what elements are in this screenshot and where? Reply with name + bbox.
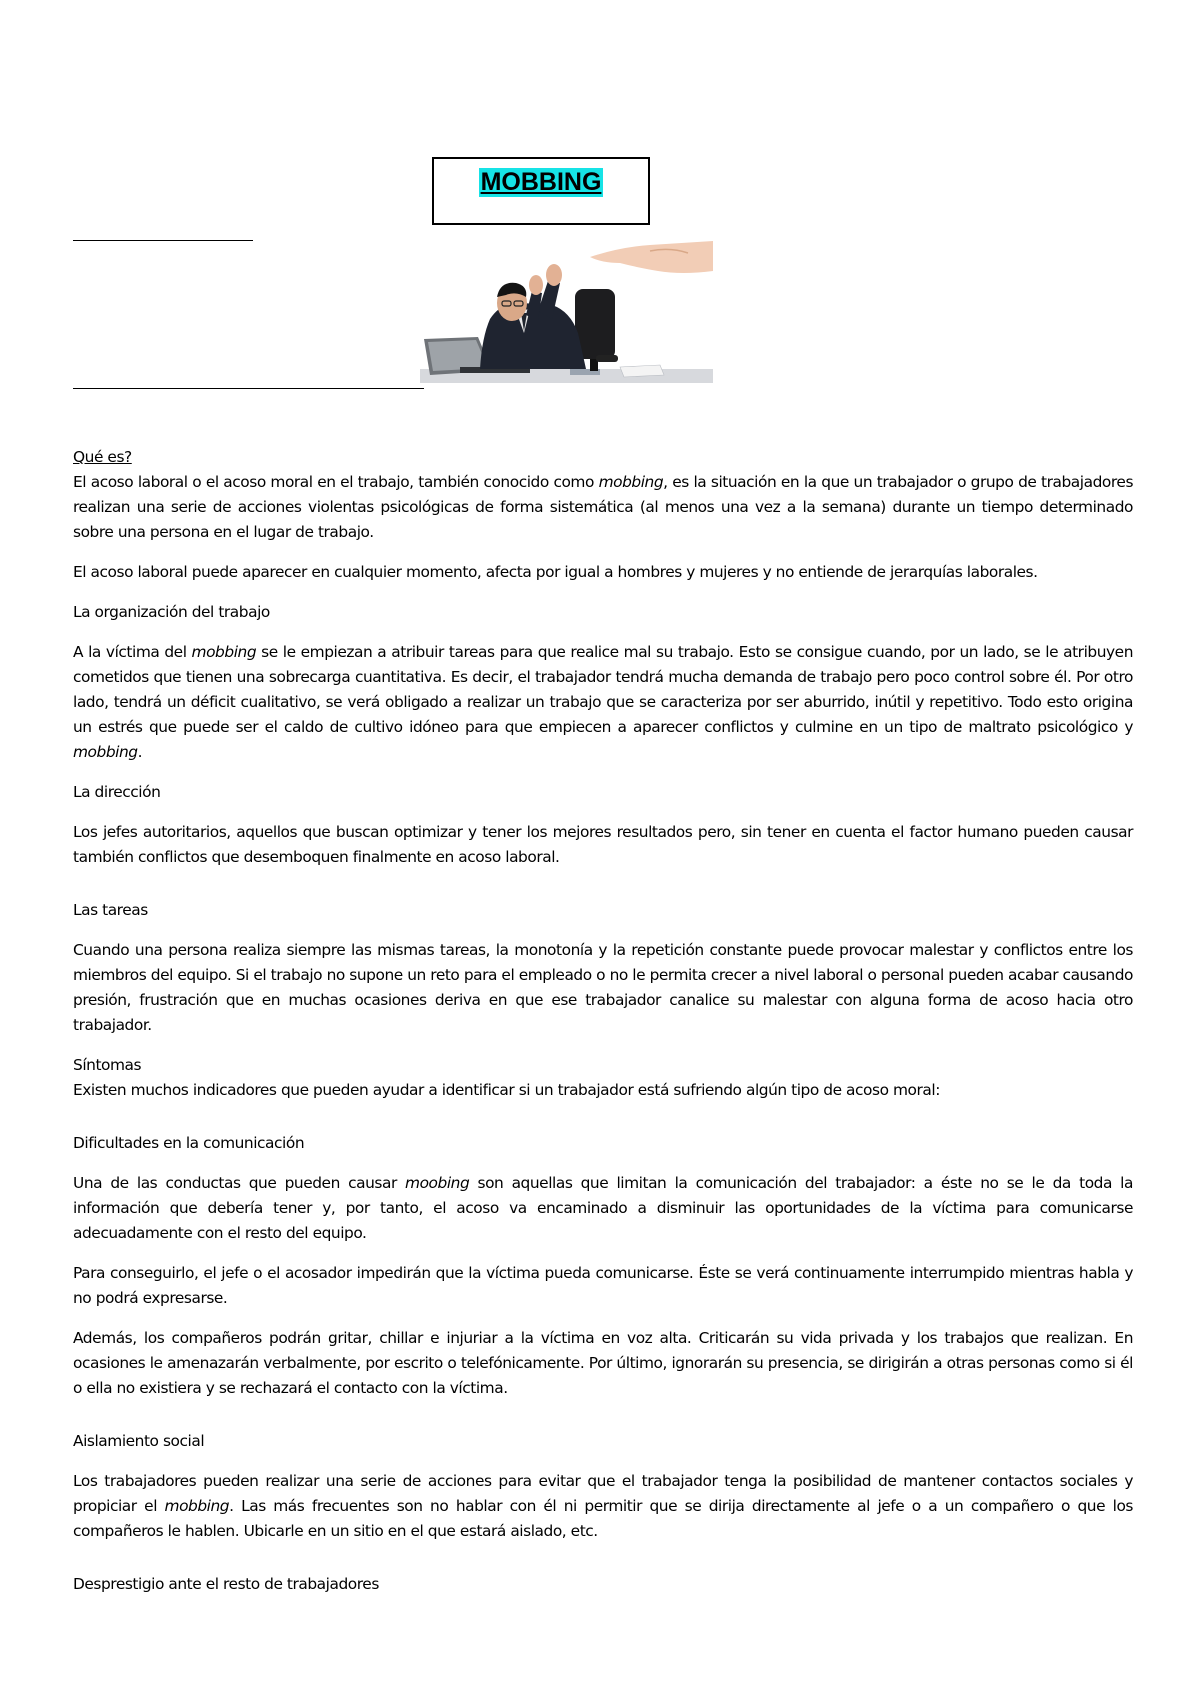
section-heading: La dirección [73, 783, 161, 801]
paragraph: Los trabajadores pueden realizar una serie de acciones para evitar que el trabajador tenga la posibilidad de mantener contactos sociales y propiciar el mobbing. Las más frecuentes son no hablar con él ni permitir que se dirija directamente al jefe o a un compañero o que los compañeros le hablen. Ubicarle en un sitio en el que estará aislado, etc. [73, 1472, 1133, 1540]
document-body [73, 445, 1133, 1597]
paragraph: Además, los compañeros podrán gritar, chillar e injuriar a la víctima en voz alta. Criticarán su vida privada y los trabajos que realizan. En ocasiones le amenazarán verbalmente, por escrito o telefónicamente. Por último, ignorarán su presencia, se dirigirán a otras personas como si él o ella no existiera y se rechazará el contacto con la víctima. [73, 1329, 1133, 1397]
horizontal-rule [73, 240, 253, 241]
paragraph: Cuando una persona realiza siempre las mismas tareas, la monotonía y la repetición constante puede provocar malestar y conflictos entre los miembros del equipo. Si el trabajo no supone un reto para el empleado o no le permita crecer a nivel laboral o personal pueden acabar causando presión, frustración que en muchas ocasiones deriva en que ese trabajador canalice su malestar con alguna forma de acoso hacia otro trabajador. [73, 941, 1133, 1034]
section-heading: La organización del trabajo [73, 603, 270, 621]
paragraph: Una de las conductas que pueden causar moobing son aquellas que limitan la comunicación del trabajador: a éste no se le da toda la información que debería tener y, por tanto, el acoso va encaminado a disminuir las oportunidades de la víctima para comunicarse adecuadamente con el resto del equipo. [73, 1174, 1133, 1242]
document-title: MOBBING [480, 168, 602, 196]
title-box [432, 157, 650, 225]
paragraph: A la víctima del mobbing se le empiezan a atribuir tareas para que realice mal su trabajo. Esto se consigue cuando, por un lado, se le atribuyen cometidos que tienen una sobrecarga cuantitativa. Es decir, el trabajador tendrá mucha demanda de trabajo pero poco control sobre él. Por otro lado, tendrá un déficit cualitativo, se verá obligado a realizar un trabajo que se caracteriza por ser aburrido, inútil y repetitivo. Todo esto origina un estrés que puede ser el caldo de cultivo idóneo para que empiecen a aparecer conflictos y culmine en un tipo de maltrato psicológico y mobbing. [73, 643, 1133, 761]
section-heading: Aislamiento social [73, 1432, 205, 1450]
section-heading: Qué es? [73, 448, 132, 466]
paragraph: Para conseguirlo, el jefe o el acosador impedirán que la víctima pueda comunicarse. Éste se verá continuamente interrumpido mientras habla y no podrá expresarse. [73, 1264, 1133, 1307]
paragraph: Existen muchos indicadores que pueden ayudar a identificar si un trabajador está sufriendo algún tipo de acoso moral: [73, 1081, 940, 1099]
businessman-blocking-pointing-finger-illustration [420, 241, 713, 383]
horizontal-rule [73, 388, 424, 389]
paragraph: Los jefes autoritarios, aquellos que buscan optimizar y tener los mejores resultados pero, sin tener en cuenta el factor humano pueden causar también conflictos que desemboquen finalmente en acoso laboral. [73, 823, 1133, 866]
section-heading: Desprestigio ante el resto de trabajadores [73, 1575, 379, 1593]
section-heading: Síntomas [73, 1056, 142, 1074]
paragraph: El acoso laboral puede aparecer en cualquier momento, afecta por igual a hombres y mujeres y no entiende de jerarquías laborales. [73, 563, 1038, 581]
section-heading: Las tareas [73, 901, 148, 919]
section-heading: Dificultades en la comunicación [73, 1134, 305, 1152]
paragraph: El acoso laboral o el acoso moral en el trabajo, también conocido como mobbing, es la situación en la que un trabajador o grupo de trabajadores realizan una serie de acciones violentas psicológicas de forma sistemática (al menos una vez a la semana) durante un tiempo determinado sobre una persona en el lugar de trabajo. [73, 473, 1134, 541]
